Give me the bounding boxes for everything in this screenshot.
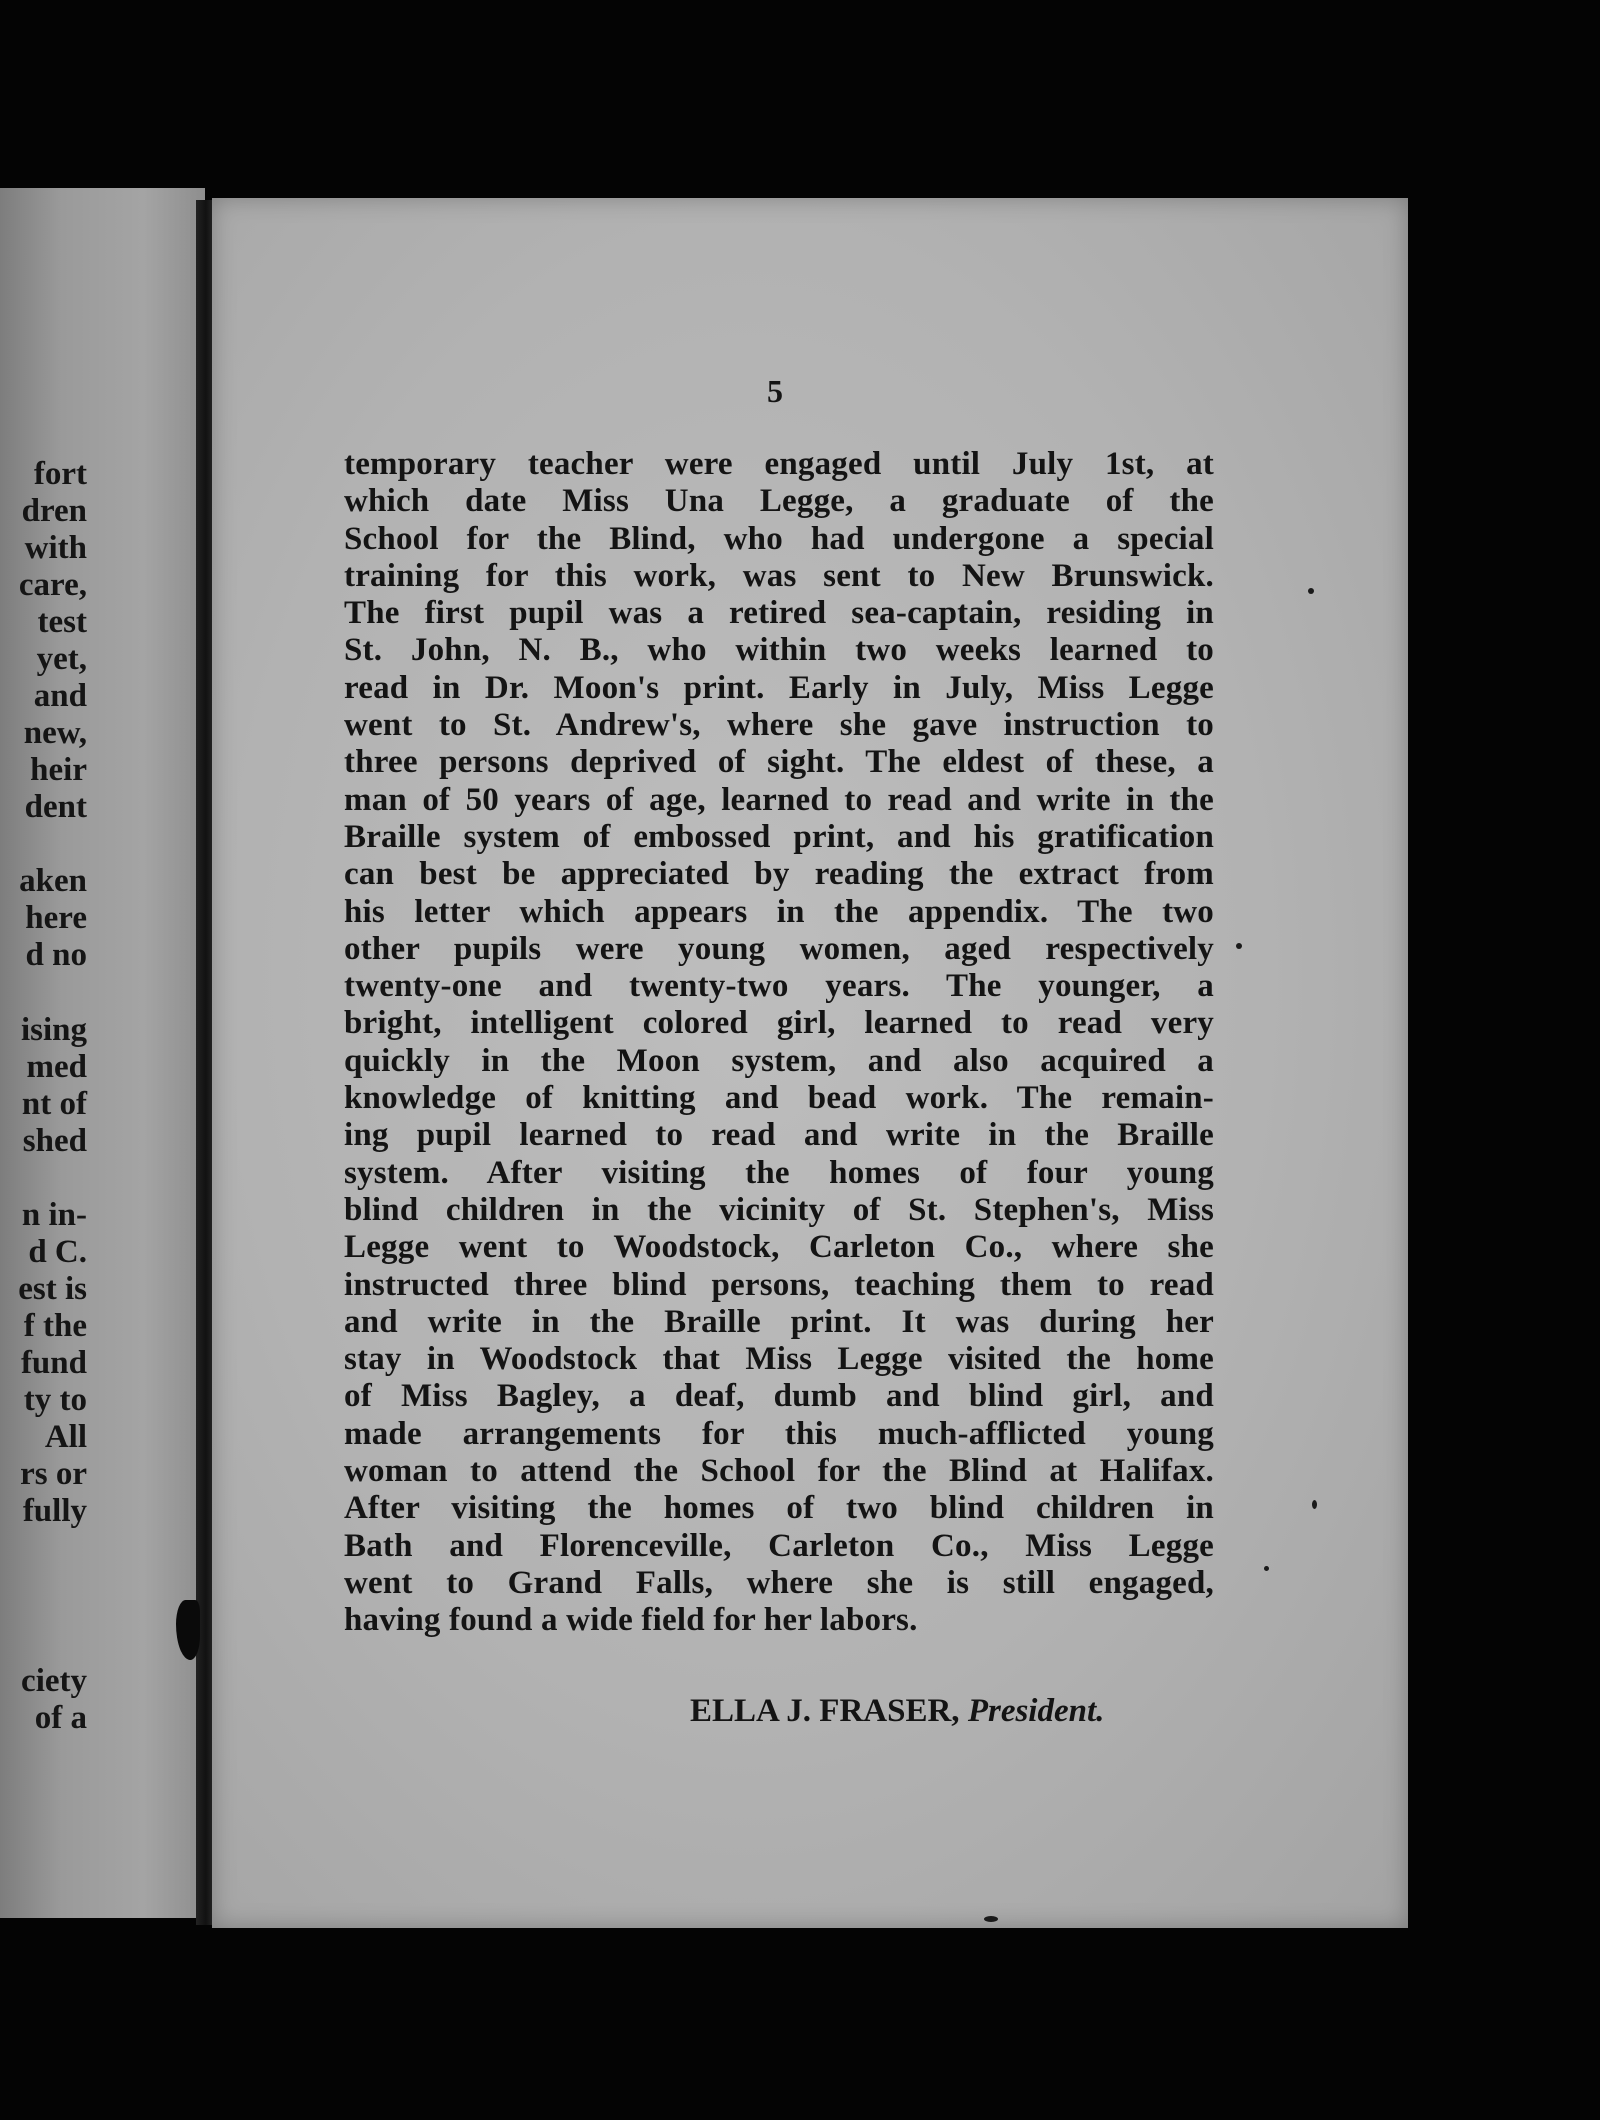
left-fragment: new, — [23, 715, 87, 751]
scan-speck — [1312, 1500, 1317, 1509]
text-line: St. John, N. B., who within two weeks learned to — [344, 632, 1214, 669]
text-line: other pupils were young women, aged respectively — [344, 930, 1214, 967]
text-line: knowledge of knitting and bead work. The remain- — [344, 1080, 1214, 1117]
scan-speck — [1308, 588, 1314, 594]
text-line: stay in Woodstock that Miss Legge visited the home — [344, 1341, 1214, 1378]
left-fragment: rs or — [20, 1456, 87, 1492]
left-fragment: d C. — [28, 1234, 87, 1270]
text-line: quickly in the Moon system, and also acquired a — [344, 1042, 1214, 1079]
text-line: went to Grand Falls, where she is still engaged, — [344, 1564, 1214, 1601]
left-fragment: dren — [21, 493, 87, 529]
text-line: his letter which appears in the appendix. The two — [344, 893, 1214, 930]
text-line: ing pupil learned to read and write in the Braille — [344, 1117, 1214, 1154]
signature-title: President. — [967, 1693, 1105, 1729]
page — [212, 198, 1408, 1928]
text-line: which date Miss Una Legge, a graduate of the — [344, 483, 1214, 520]
left-fragment: yet, — [36, 641, 87, 677]
text-line: twenty-one and twenty-two years. The younger, a — [344, 968, 1214, 1005]
left-fragment: fort — [33, 456, 87, 492]
left-fragment: ciety — [21, 1663, 87, 1699]
text-line: and write in the Braille print. It was during her — [344, 1303, 1214, 1340]
text-line: School for the Blind, who had undergone a special — [344, 520, 1214, 557]
left-fragment: n in- — [21, 1197, 87, 1233]
left-fragment: test — [37, 604, 87, 640]
signature — [690, 1693, 1104, 1730]
text-line: made arrangements for this much-afflicted young — [344, 1415, 1214, 1452]
page-number: 5 — [767, 373, 783, 409]
text-line: blind children in the vicinity of St. Stephen's, Miss — [344, 1191, 1214, 1228]
left-fragment: aken — [19, 863, 87, 899]
text-line: woman to attend the School for the Blind at Halifax. — [344, 1453, 1214, 1490]
text-line: temporary teacher were engaged until July 1st, at — [344, 446, 1214, 482]
left-fragment: nt of — [21, 1086, 87, 1122]
left-fragment: fund — [20, 1345, 87, 1381]
previous-page-fragment — [0, 188, 205, 1918]
left-fragment: med — [26, 1049, 87, 1085]
text-line: system. After visiting the homes of four young — [344, 1154, 1214, 1191]
text-line: three persons deprived of sight. The eldest of these, a — [344, 744, 1214, 781]
text-line: went to St. Andrew's, where she gave instruction to — [344, 707, 1214, 744]
scan-speck — [1236, 943, 1242, 949]
left-fragment: fully — [22, 1493, 87, 1529]
text-line: Legge went to Woodstock, Carleton Co., where she — [344, 1229, 1214, 1266]
text-line: man of 50 years of age, learned to read and write in the — [344, 781, 1214, 818]
left-fragment: of a — [34, 1700, 87, 1736]
left-fragment: d no — [25, 937, 87, 973]
body-text — [344, 446, 1214, 1640]
text-line: having found a wide field for her labors. — [344, 1602, 918, 1639]
text-line: can best be appreciated by reading the extract from — [344, 856, 1214, 893]
left-fragment: care, — [18, 567, 87, 603]
text-line: After visiting the homes of two blind children in — [344, 1490, 1214, 1527]
text-line: Braille system of embossed print, and his gratification — [344, 818, 1214, 855]
text-line: read in Dr. Moon's print. Early in July, Miss Legge — [344, 669, 1214, 706]
text-line: The first pupil was a retired sea-captain, residing in — [344, 595, 1214, 632]
signature-name: ELLA J. FRASER, — [690, 1693, 960, 1729]
left-fragment: All — [44, 1419, 87, 1455]
text-line: instructed three blind persons, teaching them to read — [344, 1266, 1214, 1303]
text-line: Bath and Florenceville, Carleton Co., Miss Legge — [344, 1527, 1214, 1564]
left-fragment: ty to — [23, 1382, 87, 1418]
left-fragment: here — [25, 900, 87, 936]
text-line: training for this work, was sent to New Brunswick. — [344, 557, 1214, 594]
left-fragment: est is — [18, 1271, 87, 1307]
left-fragment: heir — [30, 752, 87, 788]
text-line: of Miss Bagley, a deaf, dumb and blind girl, and — [344, 1378, 1214, 1415]
text-line: bright, intelligent colored girl, learned to read very — [344, 1005, 1214, 1042]
left-fragment: f the — [23, 1308, 87, 1344]
left-fragment: with — [24, 530, 87, 566]
left-fragment: shed — [22, 1123, 87, 1159]
scan-speck — [1264, 1566, 1269, 1571]
left-fragment: ising — [20, 1012, 87, 1048]
left-fragment: and — [33, 678, 87, 714]
scan-speck — [984, 1916, 998, 1922]
left-fragment: dent — [24, 789, 87, 825]
